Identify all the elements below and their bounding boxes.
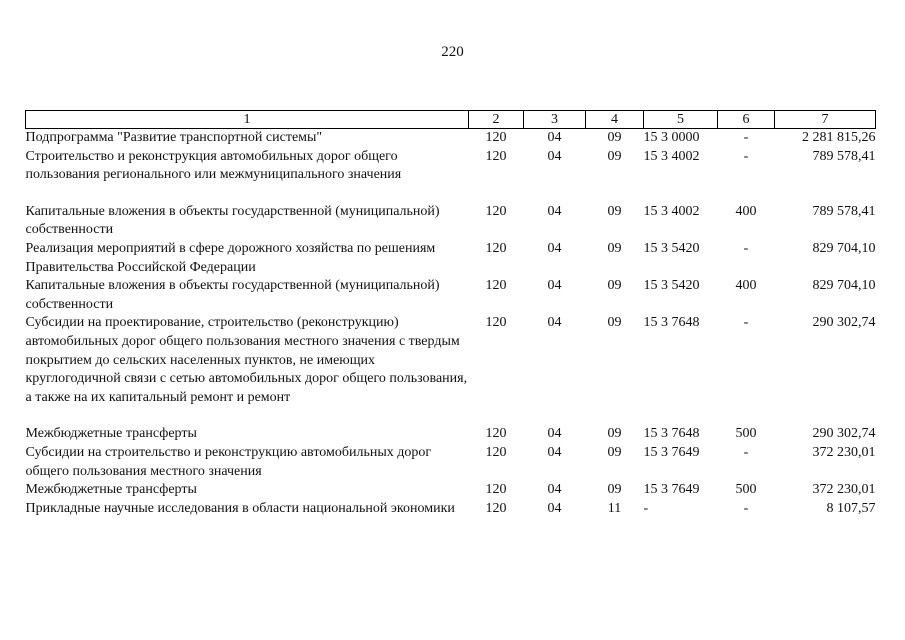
- row-expense-type: 400: [735, 203, 757, 219]
- row-spacer: [26, 185, 876, 203]
- row-amount: 372 230,01: [812, 482, 876, 498]
- row-name: Межбюджетные трансферты: [25, 426, 197, 442]
- row-expense-type: 500: [735, 426, 757, 442]
- row-subsection: 09: [607, 148, 622, 164]
- row-target-item: 15 3 5420: [643, 240, 700, 256]
- row-section: 04: [547, 240, 562, 256]
- table-row: [26, 203, 876, 240]
- row-expense-type: -: [743, 148, 749, 164]
- row-code-ministry: 120: [485, 130, 507, 145]
- row-target-item: 15 3 5420: [643, 278, 700, 294]
- page-number: 220: [441, 44, 464, 60]
- row-subsection: 09: [607, 203, 622, 219]
- row-expense-type: -: [743, 130, 749, 145]
- row-subsection: 09: [607, 278, 622, 294]
- row-target-item: 15 3 7649: [643, 444, 700, 460]
- row-code-ministry: 120: [485, 148, 507, 164]
- row-target-item: 15 3 0000: [643, 130, 700, 145]
- row-expense-type: 500: [735, 482, 757, 498]
- row-section: 04: [547, 482, 562, 498]
- row-target-item: 15 3 7648: [643, 426, 700, 442]
- row-subsection: 09: [607, 426, 622, 442]
- row-subsection: 11: [607, 500, 622, 516]
- row-amount: 290 302,74: [812, 426, 876, 442]
- row-expense-type: -: [743, 444, 749, 460]
- row-section: 04: [547, 500, 562, 516]
- column-header: 3: [524, 111, 586, 129]
- column-header: 4: [586, 111, 644, 129]
- row-amount: 789 578,41: [812, 148, 876, 164]
- row-code-ministry: 120: [485, 482, 507, 498]
- row-section: 04: [547, 315, 562, 331]
- row-code-ministry: 120: [485, 278, 507, 294]
- table-header-row: [26, 111, 876, 129]
- row-section: 04: [547, 203, 562, 219]
- row-name: Подпрограмма "Развитие транспортной системы": [25, 130, 323, 145]
- row-subsection: 09: [607, 130, 622, 145]
- row-expense-type: -: [743, 500, 749, 516]
- row-name: Субсидии на строительство и реконструкцию автомобильных дорог общего пользования местного значения: [25, 444, 432, 479]
- row-spacer: [26, 407, 876, 425]
- row-expense-type: -: [743, 240, 749, 256]
- row-amount: 372 230,01: [812, 444, 876, 460]
- row-section: 04: [547, 148, 562, 164]
- column-header: 2: [469, 111, 524, 129]
- table-row: [26, 240, 876, 277]
- row-section: 04: [547, 130, 562, 145]
- row-target-item: 15 3 7648: [643, 315, 700, 331]
- row-code-ministry: 120: [485, 426, 507, 442]
- row-name: Капитальные вложения в объекты государственной (муниципальной) собственности: [25, 278, 440, 312]
- row-name: Субсидии на проектирование, строительство (реконструкцию) автомобильных дорог общего пользования местного значения с твердым покрытием до сельских населенных пунктов, не имеющих круглогодичной связи с сетью автомобильных дорог общего пользования, а также на их капитальный ремонт и ремонт: [25, 315, 468, 405]
- row-section: 04: [547, 426, 562, 442]
- table-row: [26, 481, 876, 500]
- row-code-ministry: 120: [485, 500, 507, 516]
- table-row: [26, 129, 876, 148]
- row-amount: 789 578,41: [812, 203, 876, 219]
- row-expense-type: -: [743, 315, 749, 331]
- table-row: [26, 425, 876, 444]
- row-amount: 829 704,10: [812, 278, 876, 294]
- row-name: Межбюджетные трансферты: [25, 482, 197, 498]
- row-target-item: 15 3 4002: [643, 203, 700, 219]
- column-header: 5: [644, 111, 718, 129]
- row-name: Реализация мероприятий в сфере дорожного хозяйства по решениям Правительства Российской Федерации: [25, 240, 436, 275]
- row-amount: 2 281 815,26: [802, 130, 876, 145]
- row-subsection: 09: [607, 482, 622, 498]
- column-header: 6: [718, 111, 775, 129]
- column-header: 7: [775, 111, 876, 129]
- row-target-item: -: [643, 500, 649, 516]
- row-code-ministry: 120: [485, 203, 507, 219]
- table-row: [26, 314, 876, 407]
- table-row: [26, 444, 876, 481]
- row-subsection: 09: [607, 444, 622, 460]
- row-code-ministry: 120: [485, 240, 507, 256]
- row-expense-type: 400: [735, 278, 757, 294]
- row-amount: 290 302,74: [812, 315, 876, 331]
- row-name: Капитальные вложения в объекты государственной (муниципальной) собственности: [25, 203, 440, 238]
- table-row: [26, 148, 876, 185]
- row-target-item: 15 3 7649: [643, 482, 700, 498]
- row-name: Прикладные научные исследования в области национальной экономики: [25, 500, 455, 516]
- row-target-item: 15 3 4002: [643, 148, 700, 164]
- row-code-ministry: 120: [485, 444, 507, 460]
- table-row: [26, 277, 876, 314]
- column-header: 1: [26, 111, 469, 129]
- table-row: [26, 500, 876, 519]
- row-subsection: 09: [607, 315, 622, 331]
- row-section: 04: [547, 444, 562, 460]
- budget-table: [25, 110, 876, 518]
- row-name: Строительство и реконструкция автомобильных дорог общего пользования регионального или межмуниципального значения: [25, 148, 402, 183]
- row-subsection: 09: [607, 240, 622, 256]
- row-amount: 829 704,10: [812, 240, 876, 256]
- row-code-ministry: 120: [485, 315, 507, 331]
- row-amount: 8 107,57: [826, 500, 876, 516]
- row-section: 04: [547, 278, 562, 294]
